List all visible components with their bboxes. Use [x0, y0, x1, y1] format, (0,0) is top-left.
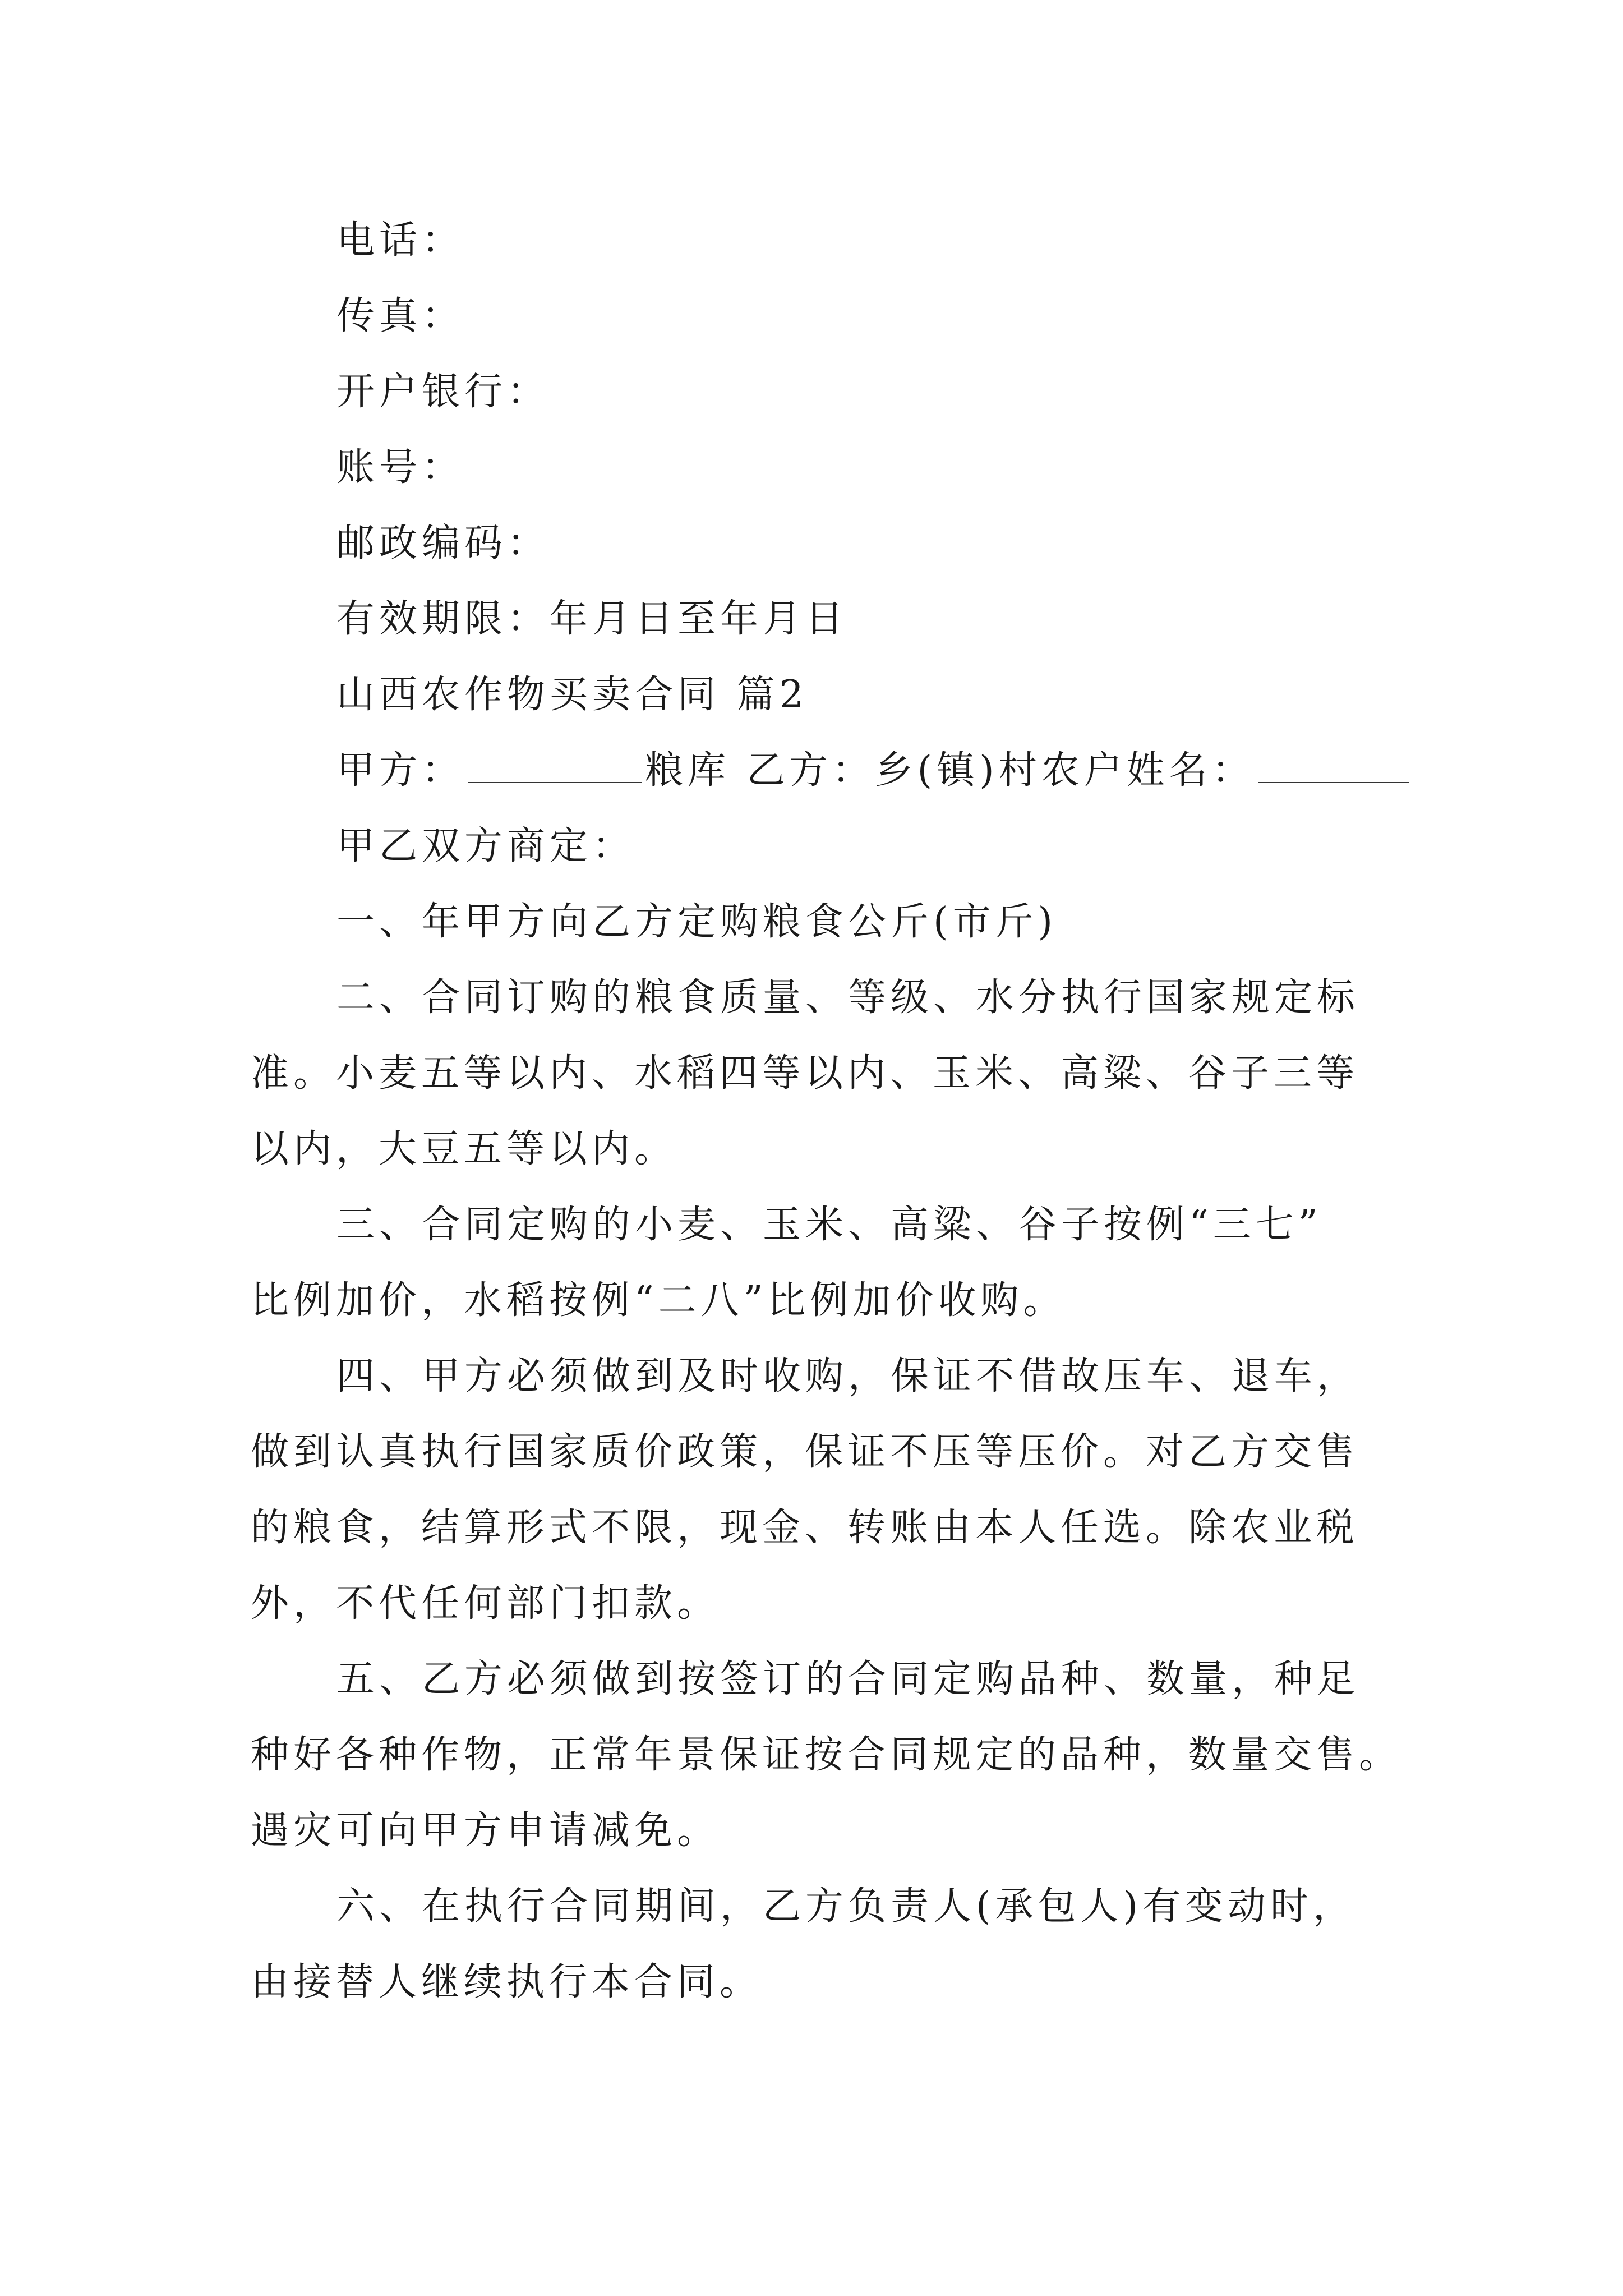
clause-3-line-1: 三、合同定购的小麦、玉米、高粱、谷子按例“三七” — [336, 1203, 1322, 1247]
clause-4-line-4: 外，不代任何部门扣款。 — [251, 1581, 720, 1626]
fax-line: 传真： — [336, 294, 465, 338]
section-title: 山西农作物买卖合同 篇2 — [336, 673, 808, 717]
postcode-line: 邮政编码： — [336, 521, 550, 565]
account-line: 账号： — [336, 445, 465, 490]
parties-line — [336, 748, 1413, 793]
bank-line: 开户银行： — [336, 370, 550, 414]
phone-line: 电话： — [336, 218, 465, 263]
party-a-label: 甲方： — [336, 748, 465, 793]
clause-6-line-2: 由接替人继续执行本合同。 — [251, 1960, 763, 2004]
clause-2-line-2: 准。小麦五等以内、水稻四等以内、玉米、高粱、谷子三等 — [251, 1051, 1359, 1096]
clause-5-line-1: 五、乙方必须做到按签订的合同定购品种、数量，种足 — [336, 1657, 1360, 1701]
validity-line: 有效期限：年月日至年月日 — [336, 597, 849, 641]
clause-5-line-2: 种好各种作物，正常年景保证按合同规定的品种，数量交售。 — [251, 1733, 1402, 1777]
clause-6-line-1: 六、在执行合同期间，乙方负责人(承包人)有变动时， — [336, 1884, 1356, 1929]
agreed-line: 甲乙双方商定： — [336, 824, 635, 868]
clause-2-line-1: 二、合同订购的粮食质量、等级、水分执行国家规定标 — [336, 976, 1360, 1020]
farmer-name-blank — [1258, 780, 1409, 783]
clause-1: 一、年甲方向乙方定购粮食公斤(市斤) — [336, 900, 1058, 944]
clause-4-line-1: 四、甲方必须做到及时收购，保证不借故压车、退车， — [336, 1354, 1360, 1398]
clause-2-line-3: 以内，大豆五等以内。 — [251, 1127, 677, 1171]
clause-4-line-3: 的粮食，结算形式不限，现金、转账由本人任选。除农业税 — [251, 1506, 1359, 1550]
party-a-blank — [468, 780, 642, 783]
party-a-suffix: 粮库 乙方：乡(镇)村农户姓名： — [645, 748, 1255, 793]
clause-3-line-2: 比例加价，水稻按例“二八”比例加价收购。 — [251, 1278, 1066, 1323]
clause-5-line-3: 遇灾可向甲方申请减免。 — [251, 1809, 720, 1853]
clause-4-line-2: 做到认真执行国家质价政策，保证不压等压价。对乙方交售 — [251, 1430, 1359, 1474]
